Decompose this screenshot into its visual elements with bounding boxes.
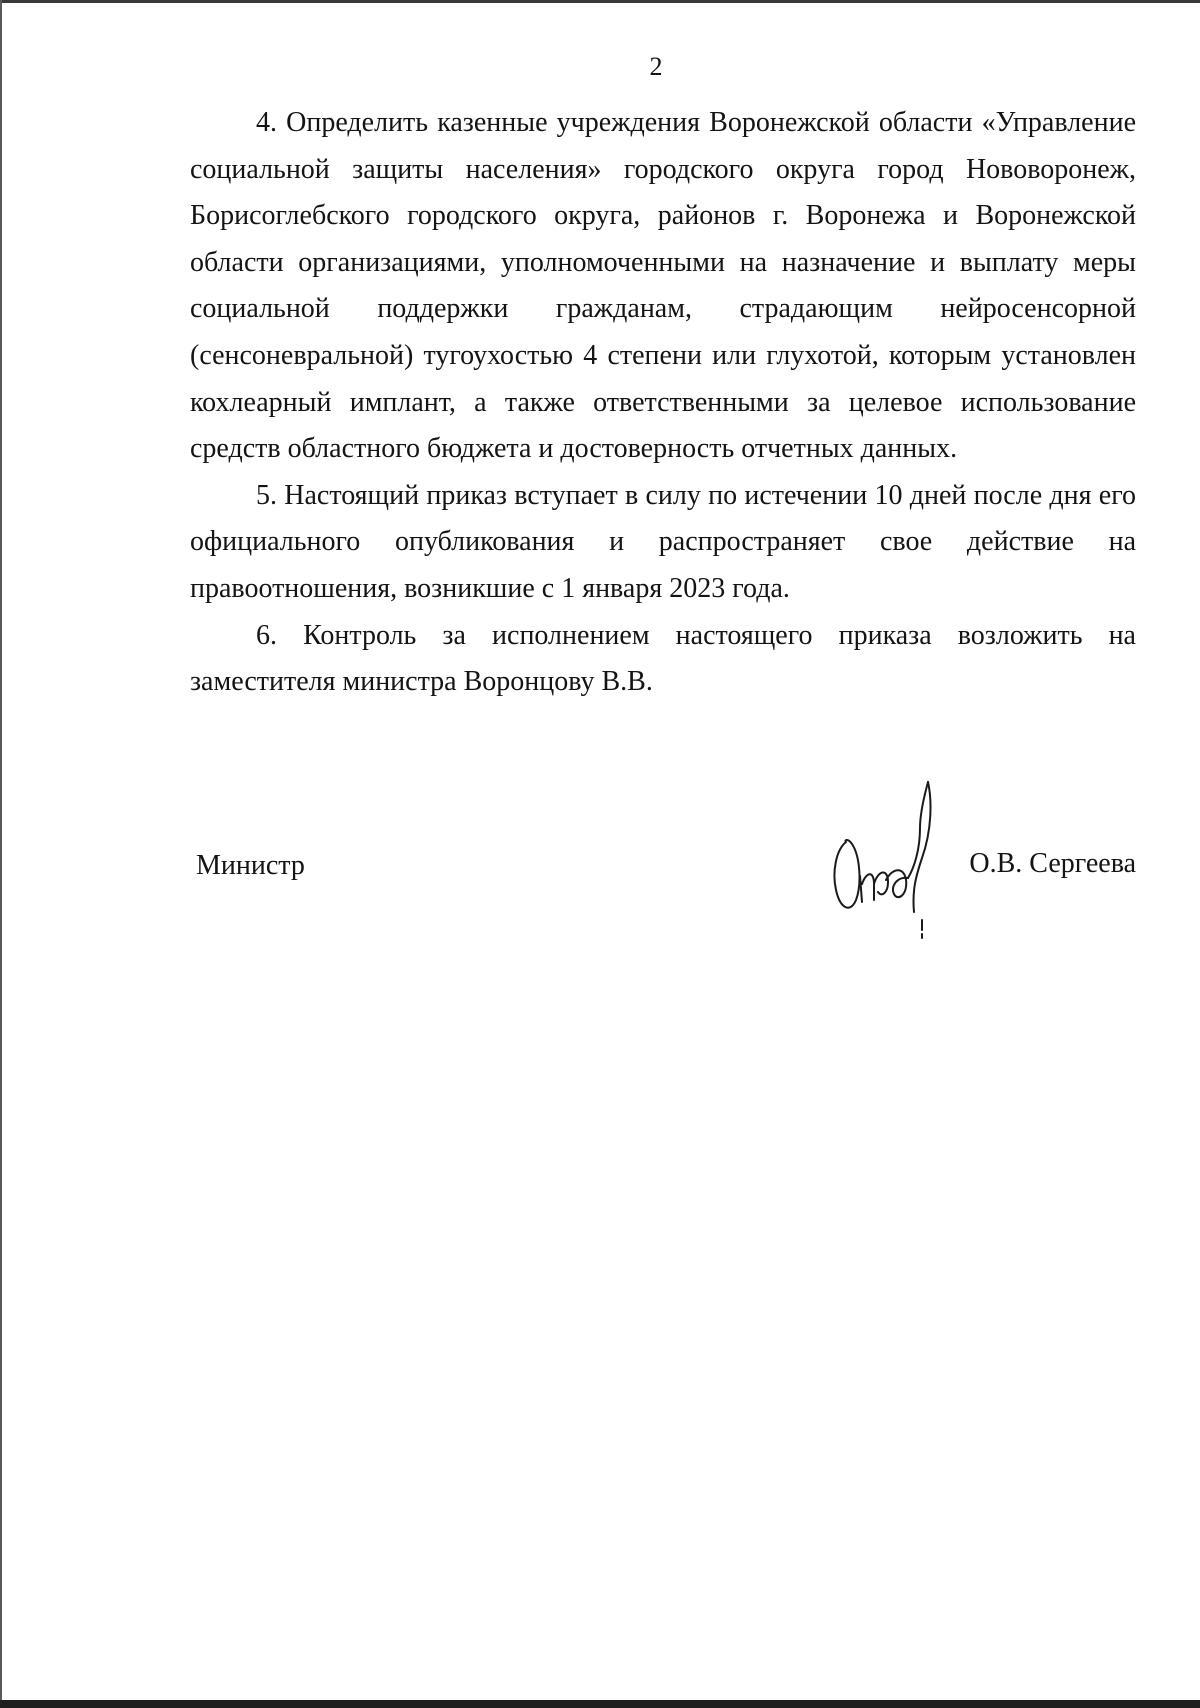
handwritten-signature: [828, 780, 938, 940]
document-body: [190, 100, 1136, 706]
scan-edge-bottom: [0, 1700, 1200, 1708]
signatory-position: Министр: [196, 850, 305, 881]
paragraph-item-5: 5. Настоящий приказ вступает в силу по истечении 10 дней после дня его официального опубликования и распространяет свое действие на правоотношения, возникшие с 1 января 2023 года.: [190, 479, 1136, 604]
signature-block: [190, 780, 1136, 940]
page-number: 2: [649, 52, 663, 81]
scan-edge-left: [0, 0, 2, 1708]
scan-edge-top: [0, 0, 1200, 3]
signatory-name: О.В. Сергеева: [969, 848, 1136, 879]
paragraph-item-4: 4. Определить казенные учреждения Воронежской области «Управление социальной защиты населения» городского округа город Нововоронеж, Борисоглебского городского округа, районов г. Воронежа и Воронежской области организациями, уполномоченными на назначение и выплату меры социальной поддержки гражданам, страдающим нейросенсорной (сенсоневральной) тугоухостью 4 степени или глухотой, которым установлен кохлеарный имплант, а также ответственными за целевое использование средств областного бюджета и достоверность отчетных данных.: [190, 107, 1136, 465]
paragraph-item-6: 6. Контроль за исполнением настоящего приказа возложить на заместителя министра Воронцову В.В.: [190, 619, 1136, 698]
